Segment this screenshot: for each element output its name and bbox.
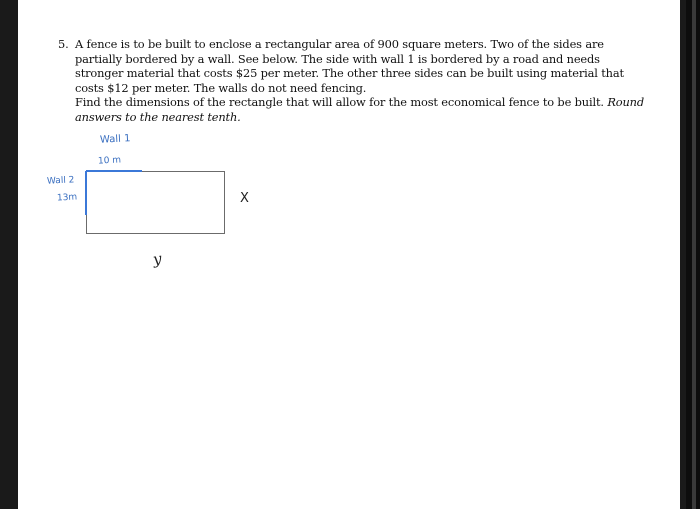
wall1-label: Wall 1 — [99, 133, 131, 146]
wall2-label: Wall 2 — [46, 175, 75, 187]
wall2-segment — [85, 171, 87, 215]
wall1-segment — [86, 170, 142, 172]
wall2-length: 13m — [56, 192, 78, 204]
side-x-label: X — [240, 191, 249, 206]
problem-question: Find the dimensions of the rectangle that will allow for the most economical fence to be built. Round answers to the nearest tenth. — [75, 95, 644, 124]
fence-rectangle — [86, 171, 225, 234]
problem-5 — [58, 37, 648, 125]
bottom-y-label: y — [151, 249, 163, 269]
wall1-length: 10 m — [97, 155, 122, 167]
problem-number: 5. — [58, 37, 69, 51]
problem-statement: A fence is to be built to enclose a rectangular area of 900 square meters. Two of the sides are partially bordered by a wall. See below. The side with wall 1 is bordered by a road and needs stronger material that costs $25 per meter. The other three sides can be built using material that costs $12 per meter. The walls do not need fencing. — [75, 37, 624, 95]
scrollbar[interactable] — [692, 0, 696, 509]
rounding-instruction: Round answers to the nearest tenth. — [75, 95, 644, 124]
